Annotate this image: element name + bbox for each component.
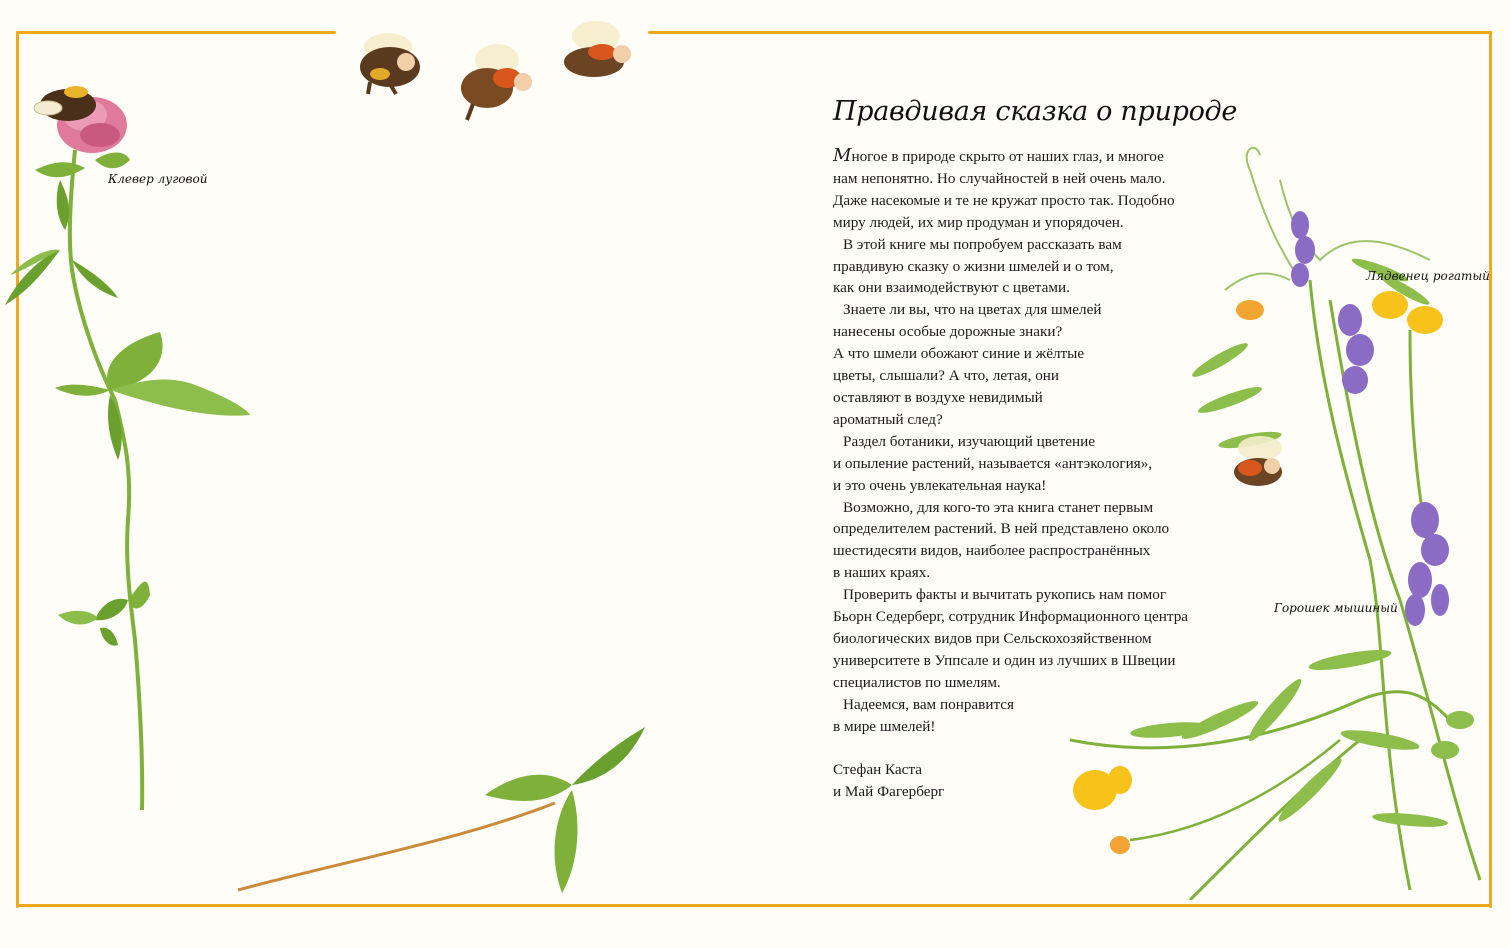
text-line: Надеемся, вам понравится xyxy=(843,695,1015,713)
clover-leaf-bottom-illustration xyxy=(230,715,660,905)
page-title: Правдивая сказка о природе xyxy=(833,96,1238,127)
text-line: цветы, слышали? А что, летая, они xyxy=(833,367,1060,385)
text-line: Проверить факты и вычитать рукопись нам помог xyxy=(843,586,1167,604)
caption-lotus: Лядвенец рогатый xyxy=(1366,269,1490,283)
vetch-and-trefoil-illustration xyxy=(1050,140,1490,900)
flying-bees-illustration xyxy=(340,8,650,128)
text-line: как они взаимодействуют с цветами. xyxy=(833,279,1070,297)
text-line: нанесены особые дорожные знаки? xyxy=(833,323,1063,341)
frame-top-right xyxy=(648,31,1492,34)
text-line: Знаете ли вы, что на цветах для шмелей xyxy=(843,301,1102,319)
signature-line: и Май Фагерберг xyxy=(833,783,945,801)
text-line: А что шмели обожают синие и жёлтые xyxy=(833,345,1085,363)
text-line: в мире шмелей! xyxy=(833,717,936,735)
frame-top-left xyxy=(16,31,336,34)
text-line: определителем растений. В ней представлено около xyxy=(833,520,1170,538)
text-line: биологических видов при Сельскохозяйственном xyxy=(833,629,1152,647)
caption-vetch: Горошек мышиный xyxy=(1274,601,1398,615)
bee-on-vetch-icon xyxy=(1234,436,1282,486)
text-line: нам непонятно. Но случайностей в ней очень мало. xyxy=(833,169,1166,187)
text-line: ароматный след? xyxy=(833,410,943,428)
bee-1-icon xyxy=(360,33,420,94)
text-line: миру людей, их мир продуман и упорядочен. xyxy=(833,213,1124,231)
bee-2-icon xyxy=(461,44,532,120)
text-line: Возможно, для кого-то эта книга станет первым xyxy=(843,498,1154,516)
text-line: правдивую сказку о жизни шмелей и о том, xyxy=(833,257,1114,275)
text-line: в наших краях. xyxy=(833,564,931,582)
text-line: и это очень увлекательная наука! xyxy=(833,476,1047,494)
text-line: Раздел ботаники, изучающий цветение xyxy=(843,432,1095,450)
trefoil-flowers-icon xyxy=(1073,291,1443,854)
text-line: шестидесяти видов, наиболее распространённых xyxy=(833,542,1151,560)
clover-illustration xyxy=(0,80,260,820)
text-line: Бьорн Седерберг, сотрудник Информационного центра xyxy=(833,608,1189,626)
text-line: В этой книге мы попробуем рассказать вам xyxy=(843,235,1122,253)
bee-3-icon xyxy=(564,21,631,77)
text-line: специалистов по шмелям. xyxy=(833,673,1001,691)
text-line: Многое в природе скрыто от наших глаз, и многое xyxy=(833,145,1164,166)
bee-on-clover-icon xyxy=(34,86,96,121)
signature-line: Стефан Каста xyxy=(833,761,922,779)
caption-clover: Клевер луговой xyxy=(108,172,208,186)
text-line: и опыление растений, называется «антэкология», xyxy=(833,454,1153,472)
text-line: университете в Уппсале и один из лучших в Швеции xyxy=(833,651,1176,669)
text-line: Даже насекомые и те не кружат просто так. Подобно xyxy=(833,191,1175,209)
text-line: оставляют в воздухе невидимый xyxy=(833,388,1043,406)
drop-cap: М xyxy=(833,145,852,166)
